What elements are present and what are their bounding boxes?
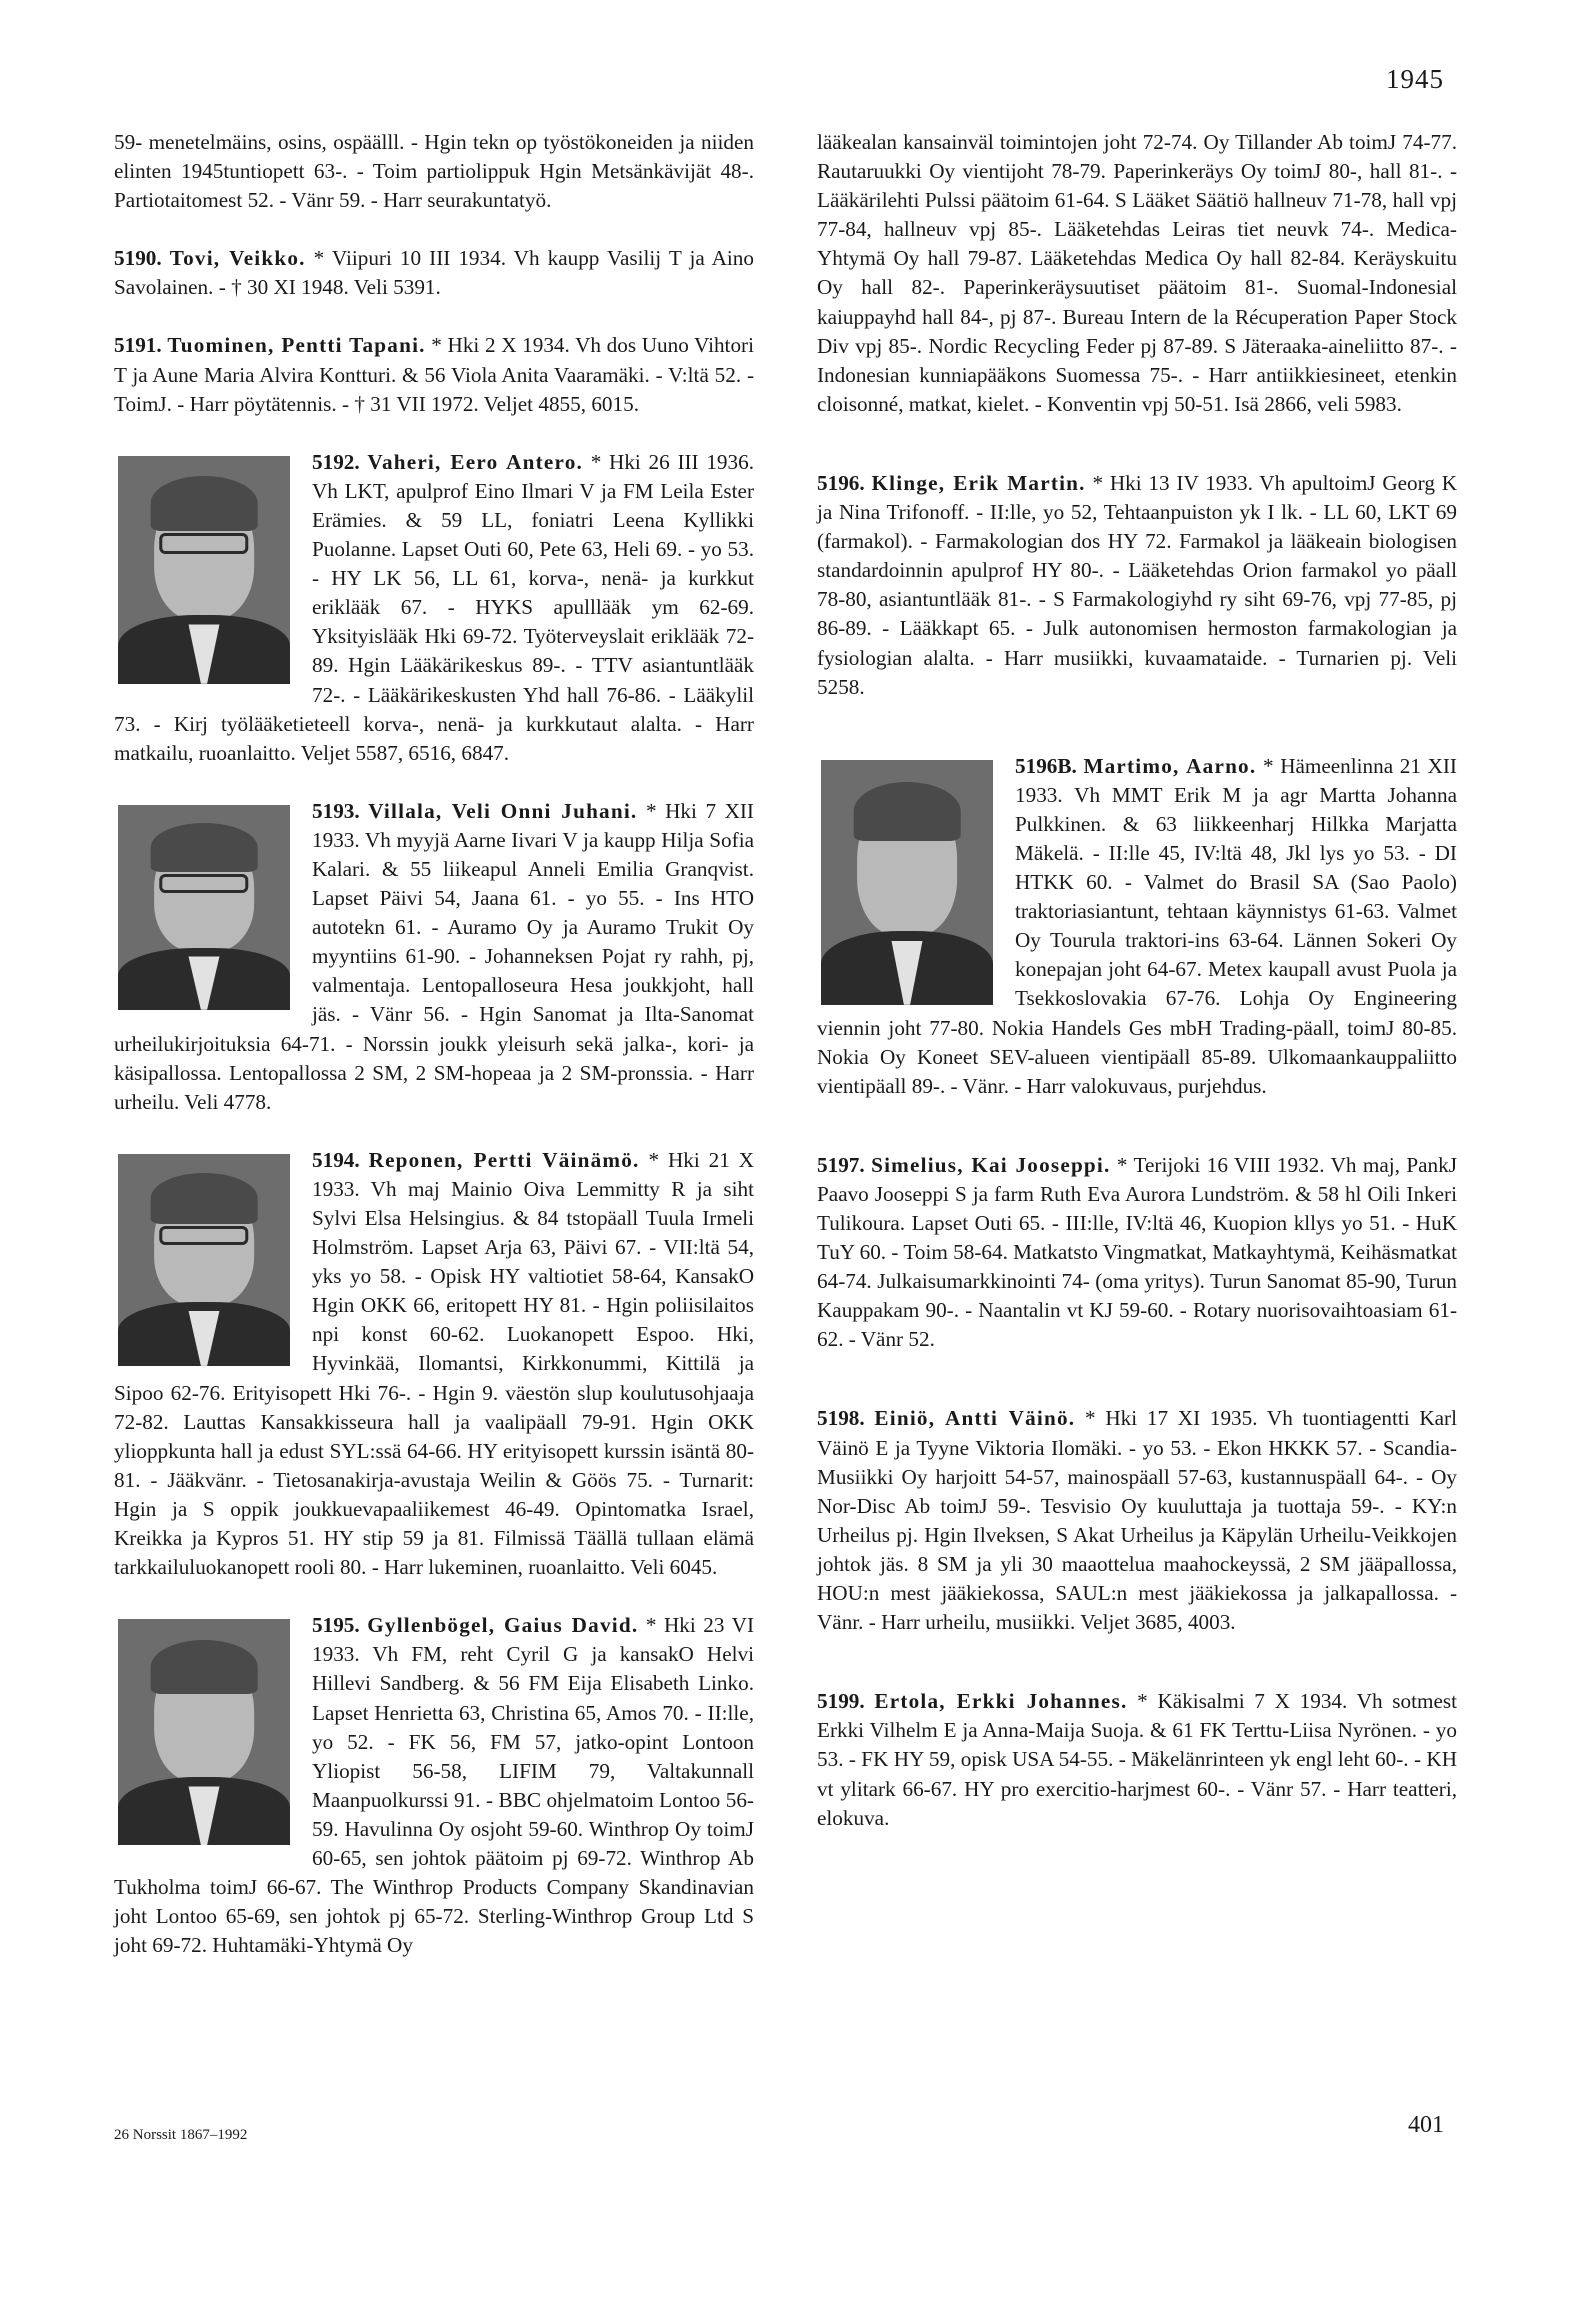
entry-name: Tuominen, Pentti Tapani. xyxy=(167,333,426,358)
entry-name: Ertola, Erkki Johannes. xyxy=(874,1689,1128,1714)
footer-book-title: 26 Norssit 1867–1992 xyxy=(114,2127,248,2143)
entry-name: Tovi, Veikko. xyxy=(169,246,306,271)
portrait-photo xyxy=(118,456,290,684)
right-column xyxy=(817,128,1457,1833)
entry-5196: 5196. Klinge, Erik Martin. * Hki 13 IV 1933. Vh apultoimJ Georg K ja Nina Trifonoff. - II:lle, yo 52, Tehtaanpuiston yk I lk. - LL 60, LKT 69 (farmakol). - Farmakologian dos HY 72. Farmakol ja lääkeain biologisen standardoinnin apulprof HY 80-. - Lääketehdas Orion farmakol yo päall 78-80, asiantuntlääk 81-. - S Farmakologiyhd ry siht 69-76, vpj 77-85, pj 86-89. - Lääkkapt 65. - Julk autonomisen hermoston farmakologian ja fysiologian alalta. - Harr musiikki, kuvaamataide. - Turnarien pj. Veli 5258. xyxy=(817,470,1458,699)
entry-name: Gyllenbögel, Gaius David. xyxy=(367,1613,639,1638)
entry-name: Simelius, Kai Jooseppi. xyxy=(871,1152,1111,1177)
entry-name: Villala, Veli Onni Juhani. xyxy=(368,798,638,823)
entry-5196b: 5196B. Martimo, Aarno. * Hämeenlinna 21 XII 1933. Vh MMT Erik M ja agr Martta Johanna Pulkkinen. & 63 liikkeenharj Hilkka Marjatta Mäkelä. - II:lle 45, IV:ltä 48, Jkl lys yo 53. - DI HTKK 60. - Valmet do Brasil SA (Sao Paolo) traktoriasiantunt, tehtaan käynnistys 61-63. Valmet Oy Tourula traktori-ins 63-64. Lännen Sokeri Oy konepajan joht 64-67. Metex kaupall avust Puola ja Tsekkoslovakia 67-76. Lohja Oy Engineering viennin joht 77-80. Nokia Handels Ges mbH Trading-päall, toimJ 80-85. Nokia Oy Koneet SEV-alueen vientipäall 85-89. Ulkomaankauppaliitto vientipäall 89-. - Vänr. - Harr valokuvaus, purjehdus. xyxy=(817,753,1457,1098)
entry-5198: 5198. Einiö, Antti Väinö. * Hki 17 XI 1935. Vh tuontiagentti Karl Väinö E ja Tyyne Viktoria Ilomäki. - yo 53. - Ekon HKKK 57. - Scandia-Musiikki Oy harjoitt 54-57, mainospäall 57-63, kustannuspäall 64-. - Oy Nor-Disc Ab toimJ 59-. Tesvisio Oy kuuluttaja ja tuottaja 59-. - KY:n Urheilus pj. Hgin Ilveksen, S Akat Urheilus ja Käpylän Urheilu-Veikkojen johtok jäs. 8 SM ja yli 30 maaottelua maahockeyssä, 2 SM jääpallossa, HOU:n mest jääkiekossa, SAUL:n mest jääkiekossa ja jalkapallossa. - Vänr. - Harr urheilu, musiikki. Veljet 3685, 4003. xyxy=(817,1406,1457,1635)
entry-continuation: lääkealan kansainväl toimintojen joht 72-74. Oy Tillander Ab toimJ 74-77. Rautaruukki Oy vientijoht 78-79. Paperinkeräys Oy toimJ 80-, hall 81-. - Lääkärilehti Pulssi päätoim 61-64. S Lääket Säätiö hallneuv 71-78, hall vpj 77-84, hallneuv vpj 85-. Lääketehdas Leiras tiet neuvk 74-. Medica-Yhtymä Oy hall 79-87. Lääketehdas Medica Oy hall 82-84. Keräyskuitu Oy hall 82-. Paperinkeräysuutiset päätoim 81-. Suomal-Indonesial kaiuppayhd hall 84-, pj 87-. Bureau Intern de la Récuperation Paper Stock Div vpj 85-. Nordic Recycling Feder pj 87-89. S Jäteraaka-aineliitto 87-. - Indonesian kunniapääkons Suomessa 75-. - Harr antiikkiesineet, etenkin cloisonné, matkat, kielet. - Konventin vpj 50-51. Isä 2866, veli 5983. xyxy=(817,130,1457,416)
entry-5191: 5191. Tuominen, Pentti Tapani. * Hki 2 X 1934. Vh dos Uuno Vihtori T ja Aune Maria Alvira Kontturi. & 56 Viola Anita Vaaramäki. - V:ltä 52. - ToimJ. - Harr pöytätennis. - † 31 VII 1972. Veljet 4855, 6015. xyxy=(114,333,754,416)
entry-name: Martimo, Aarno. xyxy=(1083,753,1257,778)
entry-5197: 5197. Simelius, Kai Jooseppi. * Terijoki 16 VIII 1932. Vh maj, PankJ Paavo Jooseppi S ja farm Ruth Eva Aurora Lundström. & 58 hl Oili Inkeri Tulikoura. Lapset Outi 65. - III:lle, IV:ltä 46, Kuopion kllys yo 51. - HuK TuY 60. - Toim 58-64. Matkatsto Vingmatkat, Matkayhtymä, Keihäsmatkat 64-74. Julkaisumarkkinointi 74- (oma yritys). Turun Sanomat 85-90, Turun Kauppakam 90-. - Naantalin vt KJ 59-60. - Rotary nuorisovaihtoasiam 61-62. - Vänr 52. xyxy=(817,1152,1457,1352)
entry-5199: 5199. Ertola, Erkki Johannes. * Käkisalmi 7 X 1934. Vh sotmest Erkki Vilhelm E ja Anna-Maija Suoja. & 61 FK Terttu-Liisa Nyrönen. - yo 53. - FK HY 59, opisk USA 54-55. - Mäkelänrinteen yk engl leht 60-. - KH vt ylitark 66-67. HY pro exercitio-harjmest 60-. - Vänr 57. - Harr teatteri, elokuva. xyxy=(817,1689,1457,1830)
entry-5195: 5195. Gyllenbögel, Gaius David. * Hki 23 VI 1933. Vh FM, reht Cyril G ja kansakO Helvi Hillevi Sandberg. & 56 FM Eija Elisabeth Linko. Lapset Henrietta 63, Christina 65, Amos 70. - II:lle, yo 52. - FK 56, FM 57, jatko-opint Lontoon Yliopist 56-58, LIFIM 79, Valtakunnall Maanpuolkurssi 91. - BBC ohjelmatoim Lontoo 56-59. Havulinna Oy osjoht 59-60. Winthrop Oy toimJ 60-65, sen johtok päätoim pj 69-72. Winthrop Ab Tukholma toimJ 66-67. The Winthrop Products Company Skandinavian joht Lontoo 65-69, sen johtok pj 65-72. Sterling-Winthrop Group Ltd S joht 69-72. Huhtamäki-Yhtymä Oy xyxy=(114,1613,754,1958)
left-column xyxy=(114,128,754,1960)
entry-5192: 5192. Vaheri, Eero Antero. * Hki 26 III 1936. Vh LKT, apulprof Eino Ilmari V ja FM Leila Ester Erämies. & 59 LL, foniatri Leena Kyllikki Puolanne. Lapset Outi 60, Pete 63, Heli 69. - yo 53. - HY LK 56, LL 61, korva-, nenä- ja kurkkut eriklääk 67. - HYKS apulllääk ym 62-69. Yksityislääk Hki 69-72. Työterveyslait eriklääk 72-89. Hgin Lääkärikeskus 89-. - TTV asiantuntlääk 72-. - Lääkärikeskusten Yhd hall 76-86. - Lääkylil 73. - Kirj työlääketieteell korva-, nenä- ja kurkkutaut alalta. - Harr matkailu, ruoanlaitto. Veljet 5587, 6516, 6847. xyxy=(114,449,754,765)
entry-name: Vaheri, Eero Antero. xyxy=(367,449,583,474)
entry-5194: 5194. Reponen, Pertti Väinämö. * Hki 21 X 1933. Vh maj Mainio Oiva Lemmitty R ja siht Sylvi Elsa Helsingius. & 84 tstopäall Tuula Irmeli Holmström. Lapset Arja 63, Päivi 67. - VII:ltä 54, yks yo 58. - Opisk HY valtiotiet 58-64, KansakO Hgin OKK 66, eritopett HY 81. - Hgin poliisilaitos npi konst 60-62. Luokanopett Espoo. Hki, Hyvinkää, Ilomantsi, Kirkkonummi, Kittilä ja Sipoo 62-76. Erityisopett Hki 76-. - Hgin 9. väestön slup koulutusohjaaja 72-82. Lauttas Kansakkisseura hall ja vaalipäall 79-91. Hgin OKK ylioppkunta hall ja edust SYL:ssä 64-66. HY erityisopett kurssin isäntä 80-81. - Jääkvänr. - Tietosanakirja-avustaja Weilin & Göös 75. - Turnarit: Hgin ja S oppik joukkuevapaaliikemest 46-49. Opintomatka Israel, Kreikka ja Kypros 51. HY stip 59 ja 81. Filmissä Täällä tullaan elämä tarkkailuluokanopett rooli 80. - Harr lukeminen, ruoanlaitto. Veli 6045. xyxy=(114,1147,754,1580)
entry-5193: 5193. Villala, Veli Onni Juhani. * Hki 7 XII 1933. Vh myyjä Aarne Iivari V ja kaupp Hilja Sofia Kalari. & 55 liikeapul Anneli Emilia Granqvist. Lapset Päivi 54, Jaana 61. - yo 55. - Ins HTO autotekn 61. - Auramo Oy ja Auramo Trukit Oy myyntiins 61-90. - Johanneksen Pojat ry rahh, pj, valmentaja. Lentopalloseura Hesa joukkjoht, hall jäs. - Vänr 56. - Hgin Sanomat ja Ilta-Sanomat urheilukirjoituksia 64-71. - Norssin joukk yleisurh sekä jalka-, kori- ja käsipallossa. Lentopallossa 2 SM, 2 SM-hopeaa ja 2 SM-pronssia. - Harr urheilu. Veli 4778. xyxy=(114,798,754,1114)
page-year-header: 1945 xyxy=(1386,64,1444,94)
portrait-photo xyxy=(118,1154,290,1366)
portrait-photo xyxy=(118,805,290,1010)
entry-5190: 5190. Tovi, Veikko. * Viipuri 10 III 1934. Vh kaupp Vasilij T ja Aino Savolainen. - † 30 XI 1948. Veli 5391. xyxy=(114,246,754,300)
page-number: 401 xyxy=(1408,2112,1444,2138)
portrait-photo xyxy=(118,1619,290,1845)
entry-continuation: 59- menetelmäins, osins, ospäälll. - Hgin tekn op työstökoneiden ja niiden elinten 1945tuntiopett 63-. - Toim partiolippuk Hgin Metsänkävijät 48-. Partiotaitomest 52. - Vänr 59. - Harr seurakuntatyö. xyxy=(114,130,754,213)
entry-name: Reponen, Pertti Väinämö. xyxy=(368,1147,640,1172)
portrait-photo xyxy=(821,760,993,1005)
entry-name: Klinge, Erik Martin. xyxy=(871,470,1086,495)
entry-name: Einiö, Antti Väinö. xyxy=(874,1406,1076,1431)
